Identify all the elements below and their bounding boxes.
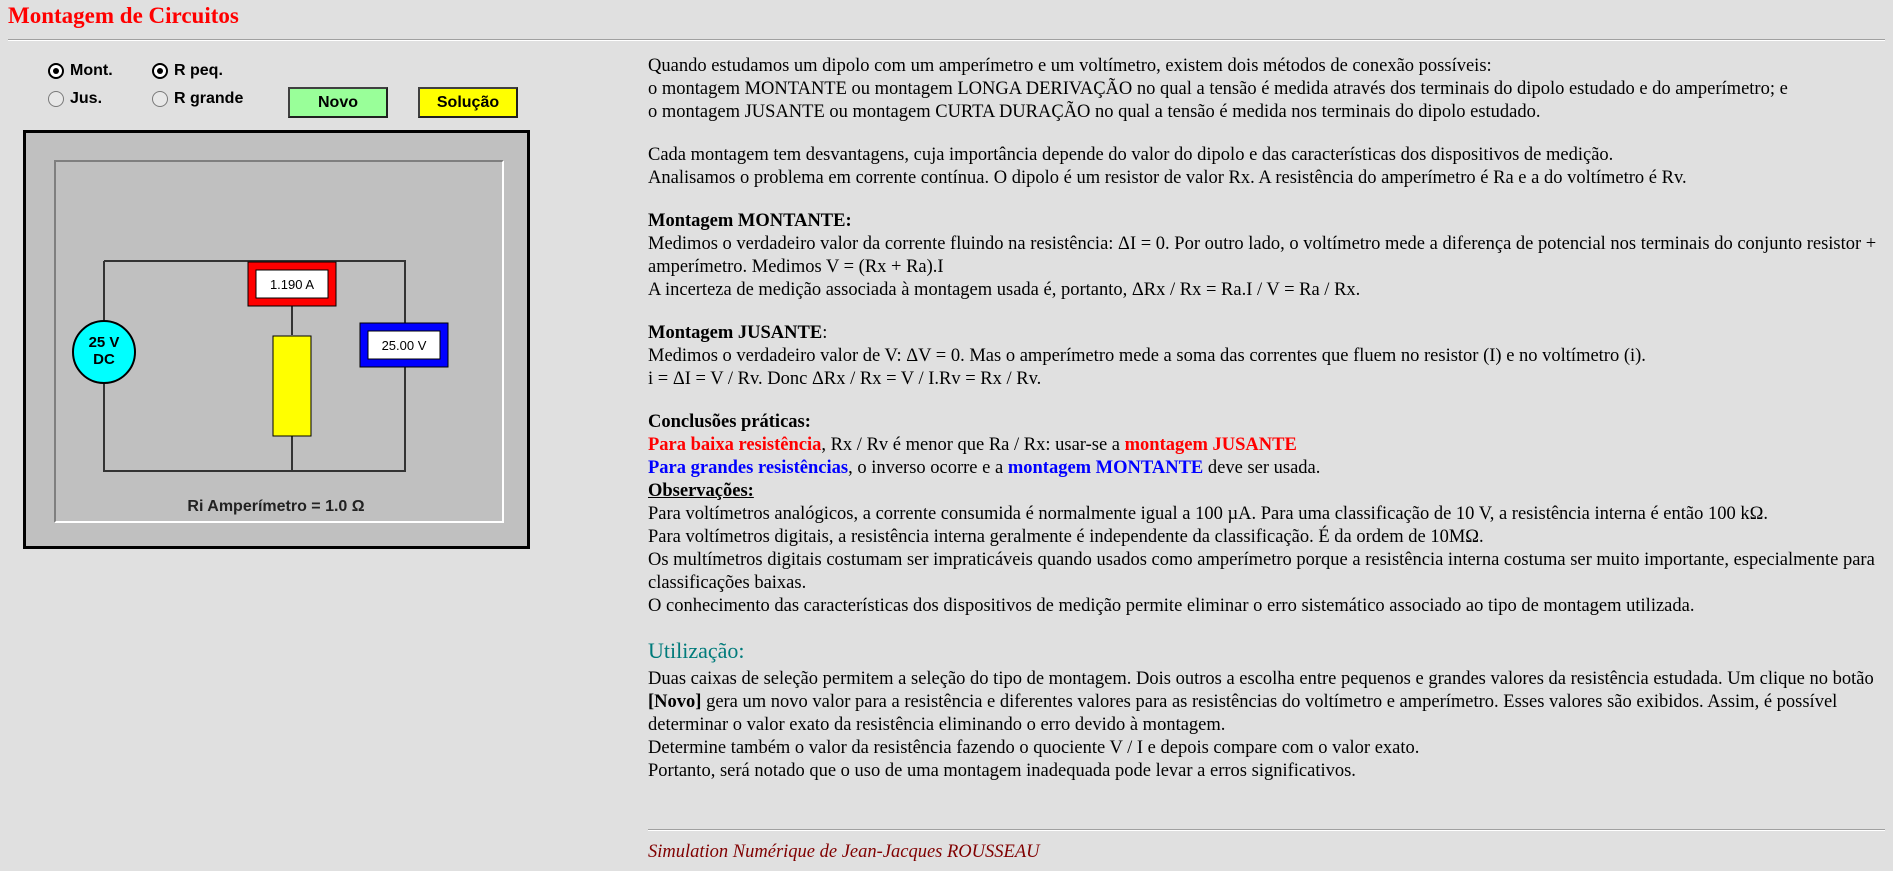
radio-r-large-indicator[interactable] bbox=[152, 91, 168, 107]
circuit-panel bbox=[23, 130, 530, 549]
observation-line: Para voltímetros digitais, a resistência interna geralmente é independente da classificação. É da ordem de 10MΩ. bbox=[648, 527, 1484, 547]
radio-r-large-label: R grande bbox=[174, 90, 244, 107]
jusante-line: i = ΔI = V / Rv. Donc ΔRx / Rx = V / I.Rv = Rx / Rv. bbox=[648, 369, 1042, 389]
montante-line: Medimos o verdadeiro valor da corrente fluindo na resistência: ΔI = 0. Por outro lado, o voltímetro mede a diferença de potencial nos terminais do conjunto resistor + amperímetro. Medimos V = (Rx + Ra).I bbox=[648, 234, 1877, 277]
montante-highlight: montagem MONTANTE bbox=[1007, 458, 1204, 478]
new-button[interactable]: Novo bbox=[288, 87, 388, 118]
problem-paragraph bbox=[648, 144, 1878, 190]
radio-jusante-label: Jus. bbox=[70, 90, 103, 107]
intro-line: o montagem JUSANTE ou montagem CURTA DURAÇÃO no qual a tensão é medida nos terminais do dipolo estudado. bbox=[648, 102, 1541, 122]
montante-heading: Montagem MONTANTE: bbox=[648, 211, 852, 231]
utilization-section bbox=[648, 668, 1878, 783]
ammeter-reading: 1.190 A bbox=[269, 277, 315, 292]
problem-line: Analisamos o problema em corrente contínua. O dipolo é um resistor de valor Rx. A resistência do amperímetro é Ra e a do voltímetro é Rv. bbox=[648, 168, 1687, 188]
resistor bbox=[273, 336, 311, 436]
montante-section bbox=[648, 210, 1878, 302]
jusante-heading-colon: : bbox=[822, 323, 828, 343]
solution-button[interactable]: Solução bbox=[418, 87, 518, 118]
utilization-line: Portanto, será notado que o uso de uma montagem inadequada pode levar a erros significativos. bbox=[648, 761, 1356, 781]
description-text bbox=[648, 55, 1878, 783]
observations-heading: Observações: bbox=[648, 481, 754, 501]
ammeter bbox=[248, 262, 336, 306]
jusante-section bbox=[648, 322, 1878, 391]
source-type-label: DC bbox=[93, 351, 115, 368]
page-title: Montagem de Circuitos bbox=[8, 3, 239, 28]
conclusions-section bbox=[648, 411, 1878, 618]
problem-line: Cada montagem tem desvantagens, cuja importância depende do valor do dipolo e das características dos dispositivos de medição. bbox=[648, 145, 1614, 165]
intro-line: o montagem MONTANTE ou montagem LONGA DERIVAÇÃO no qual a tensão é medida através dos terminais do dipolo estudado e do amperímetro; e bbox=[648, 79, 1788, 99]
utilization-line: Determine também o valor da resistência fazendo o quociente V / I e depois compare com o valor exato. bbox=[648, 738, 1420, 758]
high-resistance-highlight: Para grandes resistências bbox=[648, 458, 849, 478]
radio-r-small-indicator[interactable] bbox=[152, 63, 168, 79]
montante-line: A incerteza de medição associada à montagem usada é, portanto, ΔRx / Rx = Ra.I / V = Ra / Rx. bbox=[648, 280, 1361, 300]
ammeter-resistance-label: Ri Amperímetro = 1.0 Ω bbox=[187, 498, 365, 515]
radio-montante-indicator[interactable] bbox=[48, 63, 64, 79]
radio-r-small-label: R peq. bbox=[174, 62, 223, 79]
footer-divider bbox=[648, 829, 1885, 831]
radio-jusante-indicator[interactable] bbox=[48, 91, 64, 107]
novo-reference: [Novo] bbox=[648, 692, 702, 712]
voltmeter-reading: 25.00 V bbox=[381, 338, 427, 353]
radio-montante-label: Mont. bbox=[70, 62, 113, 79]
circuit-diagram bbox=[26, 133, 527, 546]
radio-r-large[interactable] bbox=[152, 90, 243, 108]
radio-r-small[interactable] bbox=[152, 62, 223, 80]
jusante-highlight: montagem JUSANTE bbox=[1124, 435, 1297, 455]
low-resistance-highlight: Para baixa resistência bbox=[648, 435, 822, 455]
footer-credit: Simulation Numérique de Jean-Jacques ROUSSEAU bbox=[648, 842, 1040, 862]
voltage-source bbox=[73, 321, 135, 383]
conclusions-heading: Conclusões práticas: bbox=[648, 412, 811, 432]
intro-line: Quando estudamos um dipolo com um amperímetro e um voltímetro, existem dois métodos de conexão possíveis: bbox=[648, 56, 1492, 76]
jusante-line: Medimos o verdadeiro valor de V: ΔV = 0. Mas o amperímetro mede a soma das correntes que fluem no resistor (I) e no voltímetro (i). bbox=[648, 346, 1646, 366]
conclusion-text: deve ser usada. bbox=[1203, 458, 1321, 478]
utilization-text: gera um novo valor para a resistência e diferentes valores para as resistências do voltímetro e amperímetro. Esses valores são exibidos. Assim, é possível determinar o valor exato da resistência eliminando o erro devido à montagem. bbox=[648, 692, 1838, 735]
radio-jusante[interactable] bbox=[48, 90, 102, 108]
conclusion-text: , o inverso ocorre e a bbox=[848, 458, 1008, 478]
intro-paragraph bbox=[648, 55, 1878, 124]
radio-montante[interactable] bbox=[48, 62, 113, 80]
observation-line: O conhecimento das características dos dispositivos de medição permite eliminar o erro sistemático associado ao tipo de montagem utilizada. bbox=[648, 596, 1695, 616]
source-voltage-label: 25 V bbox=[88, 334, 120, 351]
observation-line: Para voltímetros analógicos, a corrente consumida é normalmente igual a 100 µA. Para uma classificação de 10 V, a resistência interna é então 100 kΩ. bbox=[648, 504, 1768, 524]
utilization-heading: Utilização: bbox=[648, 638, 745, 663]
utilization-text: Duas caixas de seleção permitem a seleção do tipo de montagem. Dois outros a escolha entre pequenos e grandes valores da resistência estudada. Um clique no botão bbox=[648, 669, 1874, 689]
jusante-heading: Montagem JUSANTE bbox=[648, 323, 823, 343]
observation-line: Os multímetros digitais costumam ser impraticáveis quando usados como amperímetro porque a resistência interna costuma ser muito importante, especialmente para classificações baixas. bbox=[648, 550, 1875, 593]
header-divider bbox=[8, 39, 1885, 41]
conclusion-text: , Rx / Rv é menor que Ra / Rx: usar-se a bbox=[821, 435, 1125, 455]
voltmeter bbox=[360, 323, 448, 367]
